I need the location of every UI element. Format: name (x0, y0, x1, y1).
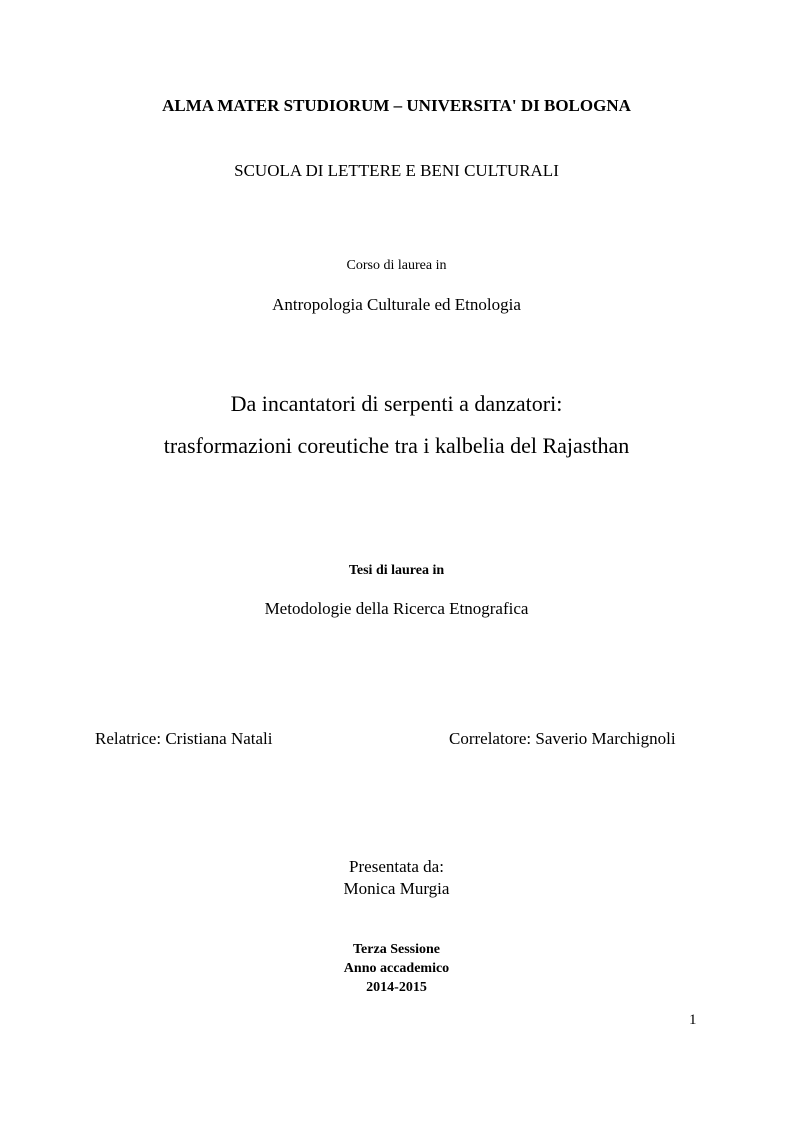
school-name: SCUOLA DI LETTERE E BENI CULTURALI (234, 161, 559, 180)
supervisor: Relatrice: Cristiana Natali (95, 729, 273, 748)
author-name: Monica Murgia (343, 879, 450, 898)
thesis-label: Tesi di laurea in (348, 563, 445, 578)
thesis-title-line-1: Da incantatori di serpenti a danzatori: (230, 391, 563, 416)
thesis-title-line-2: trasformazioni coreutiche tra i kalbelia del Rajasthan (163, 433, 630, 458)
university-name: ALMA MATER STUDIORUM – UNIVERSITA' DI BOLOGNA (162, 96, 631, 115)
session-name: Terza Sessione (353, 942, 440, 957)
co-supervisor: Correlatore: Saverio Marchignoli (449, 729, 676, 748)
thesis-subject: Metodologie della Ricerca Etnografica (264, 599, 529, 618)
academic-year-label: Anno accademico (343, 961, 450, 976)
page-number: 1 (689, 1012, 697, 1028)
academic-year: 2014-2015 (366, 980, 427, 995)
presented-by-label: Presentata da: (349, 857, 444, 876)
course-name: Antropologia Culturale ed Etnologia (272, 295, 521, 314)
course-label: Corso di laurea in (346, 258, 447, 273)
